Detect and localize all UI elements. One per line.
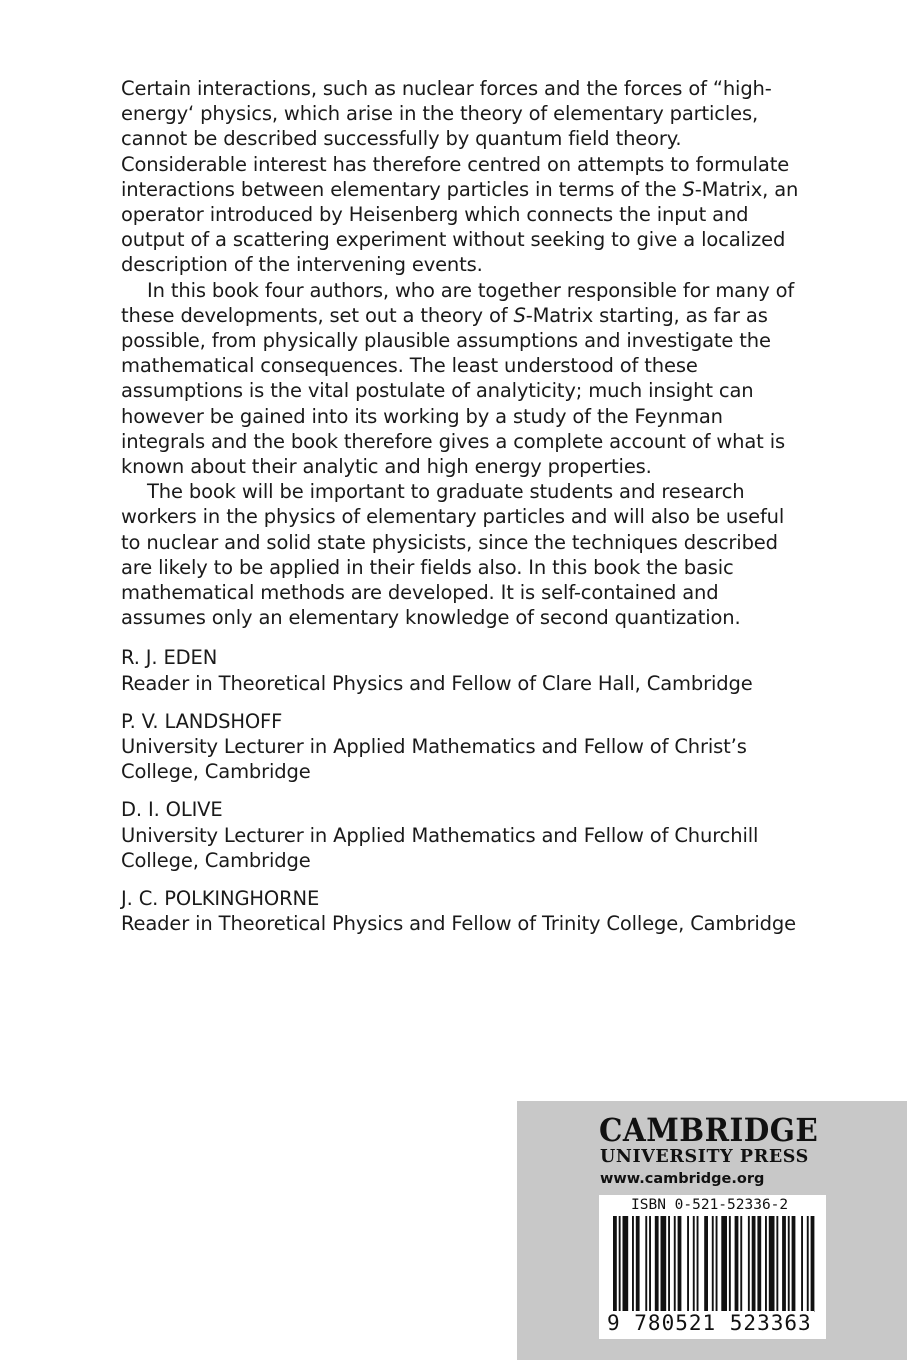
author-name: D. I. OLIVE [121,798,223,822]
author-affiliation: Reader in Theoretical Physics and Fellow of Trinity College, Cambridge [121,912,796,936]
author-affiliation: Reader in Theoretical Physics and Fellow of Clare Hall, Cambridge [121,671,753,695]
back-cover-text [121,76,801,950]
blurb-paragraph-2: In this book four authors, who are together responsible for many of these developments, set out a theory of S-Matrix starting, as far as possible, from physically plausible assumptions and investigate the mathematical consequences. The least understood of these assumptions is the vital postulate of analyticity; much insight can however be gained into its working by a study of the Feynman integrals and the book therefore gives a complete account of what is known about their analytic and high energy properties. [121,278,795,479]
author-name: P. V. LANDSHOFF [121,709,283,733]
publisher-subtitle: UNIVERSITY PRESS [600,1147,809,1167]
author-entry [121,886,801,936]
author-list [121,645,801,936]
blurb-paragraph-1: Certain interactions, such as nuclear forces and the forces of “high-energy‘ physics, which arise in the theory of elementary particles, cannot be described successfully by quantum field theory. Considerable interest has therefore centred on attempts to formulate interactions between elementary particles in terms of the S-Matrix, an operator introduced by Heisenberg which connects the input and output of a scattering experiment without seeking to give a localized description of the intervening events. [121,77,799,277]
barcode-icon [599,1216,826,1316]
author-affiliation: University Lecturer in Applied Mathematics and Fellow of Churchill College, Cambridge [121,823,759,872]
publisher-panel [517,1101,907,1360]
author-entry [121,645,801,695]
ean-digits: 9 780521 523363 [607,1311,812,1335]
isbn-barcode [599,1195,826,1339]
author-entry [121,709,801,785]
author-name: J. C. POLKINGHORNE [121,887,320,911]
author-affiliation: University Lecturer in Applied Mathematics and Fellow of Christ’s College, Cambridge [121,735,747,784]
publisher-logo: CAMBRIDGE [599,1111,819,1149]
blurb-paragraph-3: The book will be important to graduate students and research workers in the physics of elementary particles and will also be useful to nuclear and solid state physicists, since the techniques described are likely to be applied in their fields also. In this book the basic mathematical methods are developed. It is self-contained and assumes only an elementary knowledge of second quantization. [121,480,785,630]
publisher-url: www.cambridge.org [600,1171,765,1187]
author-entry [121,797,801,873]
author-name: R. J. EDEN [121,646,218,670]
isbn-label: ISBN 0-521-52336-2 [631,1197,789,1213]
